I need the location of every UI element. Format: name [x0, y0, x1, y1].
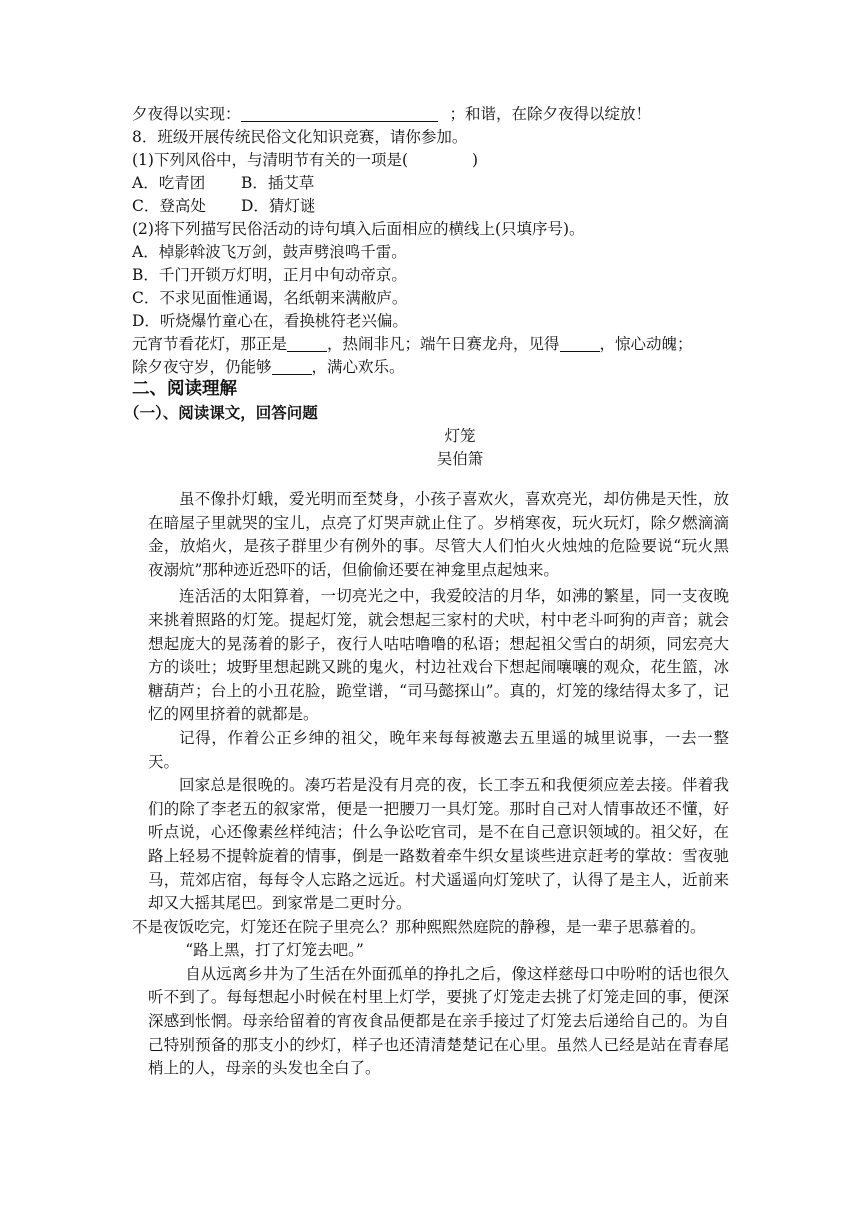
- q8-stem: 8．班级开展传统民俗文化知识竞赛，请你参加。: [132, 128, 468, 146]
- article-paragraph: 虽不像扑灯蛾，爱光明而至焚身，小孩子喜欢火，喜欢亮光，却仿佛是天性，放在暗屋子里就哭的宝儿，点亮了灯哭声就止住了。岁梢寒夜，玩火玩灯，除夕燃滴滴金，放焰火，是孩子群里少有例外的事。尽管大人们怕火火烛烛的危险要说“玩火黑夜溺炕”那种迹近恐吓的话，但偷偷还要在神龛里点起烛来。: [148, 490, 729, 579]
- q7-lead-text: 夕夜得以实现：: [132, 105, 241, 123]
- article-paragraph: 记得，作着公正乡绅的祖父，晚年来每每被邀去五里遥的城里说事，一去一整天。: [148, 728, 729, 771]
- section-title: 二、阅读理解: [132, 379, 237, 399]
- subsection-title: （一）、阅读课文，回答问题: [124, 403, 318, 422]
- fill-text: 除夕夜守岁，仍能够: [132, 358, 272, 376]
- article-title: 灯笼: [444, 427, 476, 445]
- q8-poem-option: D．听烧爆竹童心在，看换桃符老兴偏。: [132, 312, 408, 330]
- fill-blank-new-year-eve[interactable]: [272, 359, 312, 375]
- fill-text: 元宵节看花灯，那正是: [132, 335, 288, 353]
- q8-part1-close: ): [472, 151, 479, 169]
- q8-option-b: B．插艾草: [241, 174, 315, 192]
- article-paragraph: 回家总是很晚的。凑巧若是没有月亮的夜，长工李五和我便须应差去接。伴着我们的除了李老五的叙家常，便是一把腰刀一具灯笼。那时自己对人情事故还不懂，好听点说，心还像素丝样纯洁；什么争讼吃官司，是不在自己意识领域的。祖父好，在路上轻易不提斡旋着的情事，倒是一路数着牵牛织女星谈些进京赶考的掌故：雪夜驰马，荒郊店宿，每每令人忘路之远近。村犬遥遥向灯笼吠了，认得了是主人，近前来却又大摇其尾巴。到家常是二更时分。: [148, 776, 729, 913]
- q7-tail-text: ；和谐，在除夕夜得以绽放！: [449, 105, 652, 123]
- q8-part2-stem: (2)将下列描写民俗活动的诗句填入后面相应的横线上(只填序号)。: [132, 220, 585, 238]
- q8-poem-option: A．棹影斡波飞万剑，鼓声劈浪鸣千雷。: [132, 243, 407, 261]
- q8-option-c: C．登高处: [132, 197, 206, 215]
- q8-poem-option: C．不求见面惟通谒，名纸朝来满敝庐。: [132, 289, 408, 307]
- q8-poem-option: B．千门开锁万灯明，正月中旬动帝京。: [132, 266, 407, 284]
- q7-answer-blank[interactable]: [241, 106, 438, 122]
- q8-part1-stem-text: (1)下列风俗中，与清明节有关的一项是(: [132, 151, 409, 169]
- fill-text: ，满心欢乐。: [311, 358, 405, 376]
- q8-option-d: D．猜灯谜: [241, 197, 316, 215]
- q8-part1-stem: [132, 149, 732, 172]
- q8-option-a: A．吃青团: [132, 174, 206, 192]
- q8-part1-options-row1: [132, 172, 732, 195]
- article-author: 吴伯箫: [436, 450, 484, 468]
- article-body: [132, 488, 729, 1081]
- q8-part1-options-row2: [132, 195, 732, 218]
- fill-text: ，热闹非凡；端午日赛龙舟，见得: [327, 335, 560, 353]
- article-paragraph: 不是夜饭吃完，灯笼还在院子里亮么？那种熙熙然庭院的静穆，是一辈子思慕着的。: [132, 917, 706, 936]
- fill-text: ，惊心动魄；: [599, 335, 693, 353]
- fill-blank-dragon-boat[interactable]: [560, 336, 600, 352]
- article-paragraph: “路上黑，打了灯笼去吧。”: [185, 941, 364, 960]
- article-paragraph: 自从远离乡井为了生活在外面孤单的挣扎之后，像这样慈母口中吩咐的话也很久听不到了。每每想起小时候在村里上灯学，要挑了灯笼走去挑了灯笼走回的事，便深深感到怅惘。母亲给留着的宵夜食品便都是在亲手接过了灯笼去后递给自己的。为自己特别预备的那支小的纱灯，样子也还清清楚楚记在心里。虽然人已经是站在青春尾梢上的人，母亲的头发也全白了。: [148, 964, 729, 1078]
- q8-fill-line-1: [132, 333, 732, 356]
- q8-fill-line-2: [132, 356, 732, 379]
- article-paragraph: 连活活的太阳算着，一切亮光之中，我爱皎洁的月华，如沸的繁星，同一支夜晚来挑着照路的灯笼。提起灯笼，就会想起三家村的犬吠，村中老斗呵狗的声音；就会想起庞大的晃荡着的影子，夜行人咕咕噜噜的私语；想起祖父雪白的胡须，同宏亮大方的谈吐；坡野里想起跳又跳的鬼火，村边社戏台下想起闹嚷嚷的观众，花生篮，冰糖葫芦；台上的小丑花脸，跪堂谱，“司马懿探山”。真的，灯笼的缘结得太多了，记忆的网里挤着的就都是。: [148, 587, 729, 724]
- q7-tail-line: [132, 103, 732, 126]
- fill-blank-lantern[interactable]: [287, 336, 327, 352]
